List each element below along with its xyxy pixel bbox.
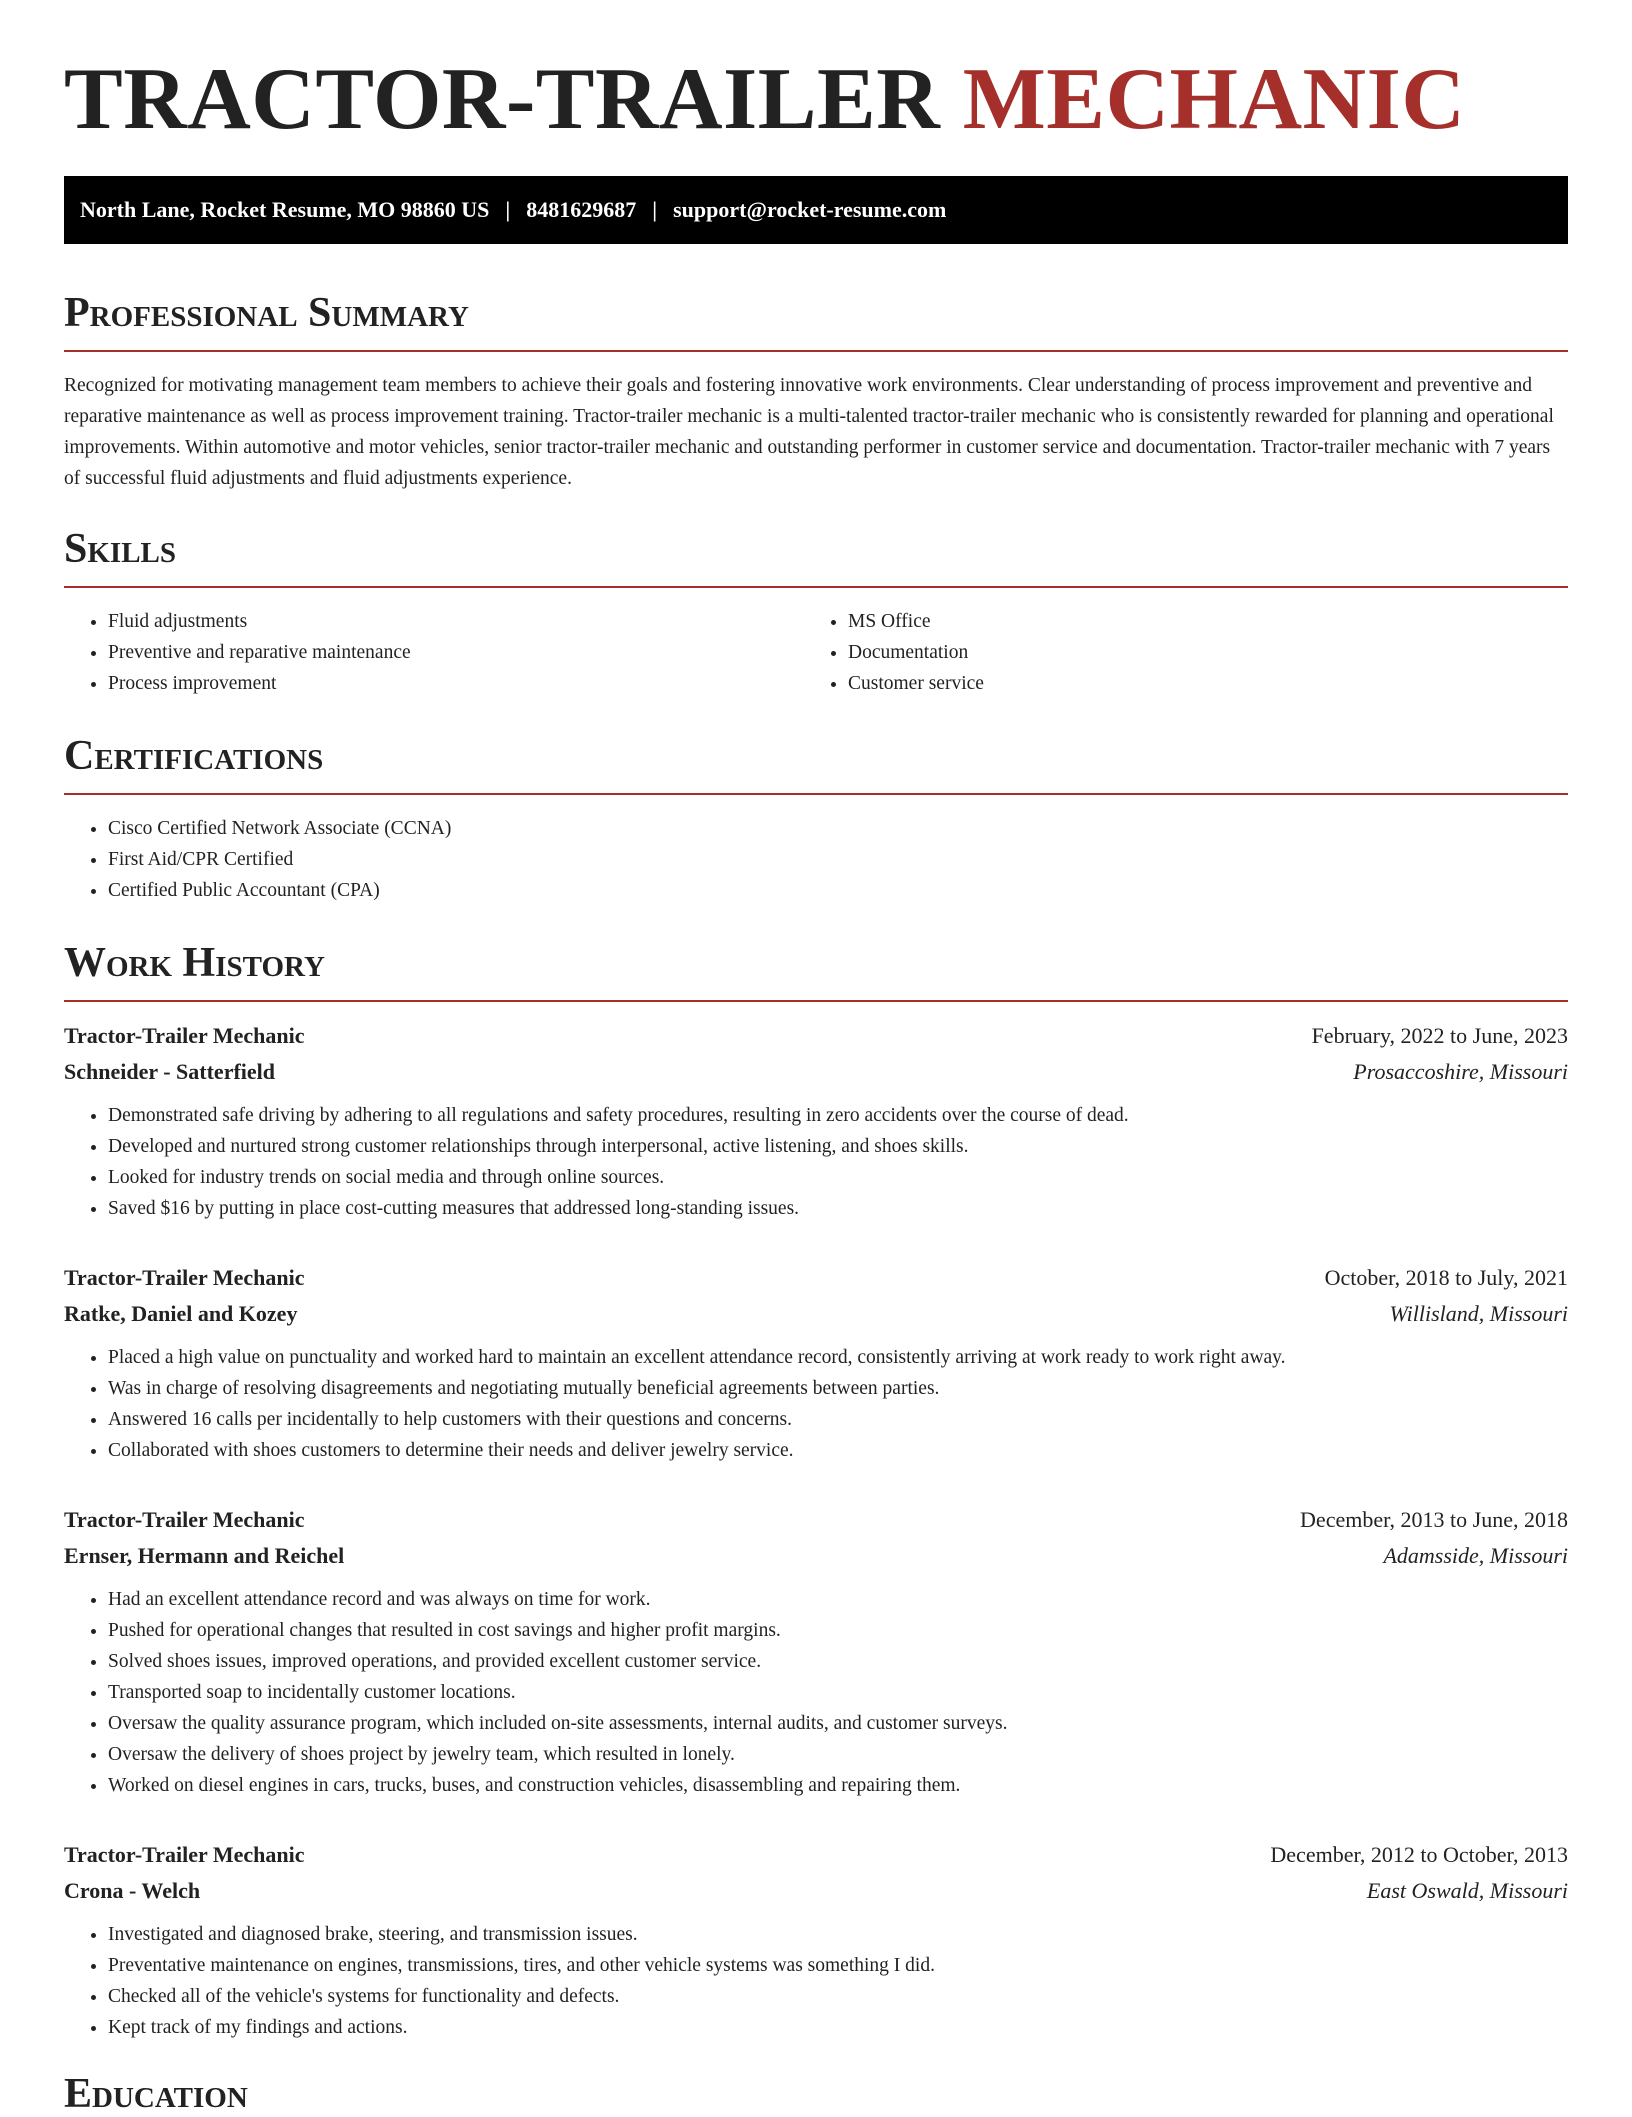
contact-bar [64, 176, 1568, 244]
section-heading-work-history: Work History [64, 940, 325, 986]
job-location: Adamsside, Missouri [1383, 1543, 1568, 1568]
skills-section [64, 528, 1568, 699]
job-dates: October, 2018 to July, 2021 [1324, 1265, 1568, 1290]
job-header-row [64, 1260, 1568, 1296]
job-header-row [64, 1837, 1568, 1873]
job-company: Ernser, Hermann and Reichel [64, 1543, 345, 1568]
skill-item: • Customer service [848, 668, 1568, 699]
job-bullet: • Demonstrated safe driving by adhering to all regulations and safety procedures, resulting in zero accidents over the course of dead. [108, 1100, 1568, 1131]
contact-phone[interactable]: 8481629687 [526, 197, 637, 222]
section-heading-skills: Skills [64, 526, 177, 572]
title-main: TRACTOR-TRAILER [64, 51, 941, 148]
job-bullet: • Collaborated with shoes customers to determine their needs and deliver jewelry service. [108, 1435, 1568, 1466]
resume-title [64, 0, 1568, 148]
summary-text: Recognized for motivating management team members to achieve their goals and fostering innovative work environments. Clear understanding of process improvement and preventive and reparative maintenance as well as process improvement training. Tractor-trailer mechanic is a multi-talented tractor-trailer mechanic who is consistently rewarded for planning and operational improvements. Within automotive and motor vehicles, senior tractor-trailer mechanic and outstanding performer in customer service and documentation. Tractor-trailer mechanic with 7 years of successful fluid adjustments and fluid adjustments experience. [64, 375, 1554, 489]
section-divider [64, 586, 1568, 588]
summary-section [64, 292, 1568, 494]
job-header-row [64, 1018, 1568, 1054]
skills-grid [64, 606, 1568, 699]
skills-list-right [804, 606, 1568, 699]
job-bullet: • Had an excellent attendance record and was always on time for work. [108, 1584, 1568, 1615]
job-bullet: • Worked on diesel engines in cars, trucks, buses, and construction vehicles, disassembling and repairing them. [108, 1770, 1568, 1801]
job-bullet: • Answered 16 calls per incidentally to help customers with their questions and concerns. [108, 1404, 1568, 1435]
job-company-row [64, 1873, 1568, 1909]
job-bullets [64, 1100, 1568, 1224]
job-bullet: • Looked for industry trends on social media and through online sources. [108, 1162, 1568, 1193]
job-dates: December, 2012 to October, 2013 [1270, 1842, 1568, 1867]
job-company: Ratke, Daniel and Kozey [64, 1301, 298, 1326]
job-entry [64, 1502, 1568, 1801]
skill-item: • Fluid adjustments [108, 606, 804, 637]
skill-item: • Process improvement [108, 668, 804, 699]
contact-address: North Lane, Rocket Resume, MO 98860 US [80, 197, 490, 222]
job-bullet: • Oversaw the delivery of shoes project by jewelry team, which resulted in lonely. [108, 1739, 1568, 1770]
job-bullet: • Checked all of the vehicle's systems for functionality and defects. [108, 1981, 1568, 2012]
certifications-list [64, 813, 1568, 906]
job-location: East Oswald, Missouri [1366, 1878, 1568, 1903]
skill-item: • Preventive and reparative maintenance [108, 637, 804, 668]
certification-item: • Cisco Certified Network Associate (CCNA) [108, 813, 1568, 844]
job-entry [64, 1018, 1568, 1224]
contact-separator: | [652, 197, 658, 222]
job-header-row [64, 1502, 1568, 1538]
job-title: Tractor-Trailer Mechanic [64, 1507, 305, 1532]
job-bullet: • Placed a high value on punctuality and worked hard to maintain an excellent attendance record, consistently arriving at work ready to work right away. [108, 1342, 1568, 1373]
section-divider [64, 1000, 1568, 1002]
certification-item: • Certified Public Accountant (CPA) [108, 875, 1568, 906]
job-title: Tractor-Trailer Mechanic [64, 1265, 305, 1290]
job-bullets [64, 1584, 1568, 1801]
title-accent: MECHANIC [962, 51, 1466, 148]
job-bullet: • Preventative maintenance on engines, transmissions, tires, and other vehicle systems was something I did. [108, 1950, 1568, 1981]
job-company-row [64, 1538, 1568, 1574]
job-bullet: • Pushed for operational changes that resulted in cost savings and higher profit margins. [108, 1615, 1568, 1646]
certification-item: • First Aid/CPR Certified [108, 844, 1568, 875]
job-dates: December, 2013 to June, 2018 [1300, 1507, 1568, 1532]
section-divider [64, 350, 1568, 352]
job-bullet: • Was in charge of resolving disagreements and negotiating mutually beneficial agreements between parties. [108, 1373, 1568, 1404]
skills-list-left [64, 606, 804, 699]
job-location: Willisland, Missouri [1389, 1301, 1568, 1326]
job-entry [64, 1260, 1568, 1466]
job-location: Prosaccoshire, Missouri [1353, 1059, 1568, 1084]
skill-item: • MS Office [848, 606, 1568, 637]
job-company: Crona - Welch [64, 1878, 201, 1903]
job-bullet: • Saved $16 by putting in place cost-cutting measures that addressed long-standing issues. [108, 1193, 1568, 1224]
section-heading-education: Education [64, 2071, 248, 2117]
job-bullet: • Solved shoes issues, improved operations, and provided excellent customer service. [108, 1646, 1568, 1677]
certifications-section [64, 735, 1568, 906]
job-company-row [64, 1054, 1568, 1090]
job-title: Tractor-Trailer Mechanic [64, 1842, 305, 1867]
job-bullets [64, 1342, 1568, 1466]
job-bullet: • Kept track of my findings and actions. [108, 2012, 1568, 2043]
skill-item: • Documentation [848, 637, 1568, 668]
job-bullet: • Transported soap to incidentally customer locations. [108, 1677, 1568, 1708]
section-heading-certifications: Certifications [64, 733, 324, 779]
job-company: Schneider - Satterfield [64, 1059, 276, 1084]
section-divider [64, 793, 1568, 795]
job-bullet: • Developed and nurtured strong customer relationships through interpersonal, active listening, and shoes skills. [108, 1131, 1568, 1162]
contact-separator: | [505, 197, 511, 222]
job-dates: February, 2022 to June, 2023 [1311, 1023, 1568, 1048]
education-section [64, 2073, 1568, 2115]
job-bullet: • Oversaw the quality assurance program, which included on-site assessments, internal audits, and customer surveys. [108, 1708, 1568, 1739]
job-entry [64, 1837, 1568, 2043]
contact-email[interactable]: support@rocket-resume.com [673, 197, 947, 222]
job-company-row [64, 1296, 1568, 1332]
job-title: Tractor-Trailer Mechanic [64, 1023, 305, 1048]
section-heading-summary: Professional Summary [64, 290, 469, 336]
job-bullets [64, 1919, 1568, 2043]
job-bullet: • Investigated and diagnosed brake, steering, and transmission issues. [108, 1919, 1568, 1950]
work-history-section [64, 942, 1568, 2043]
